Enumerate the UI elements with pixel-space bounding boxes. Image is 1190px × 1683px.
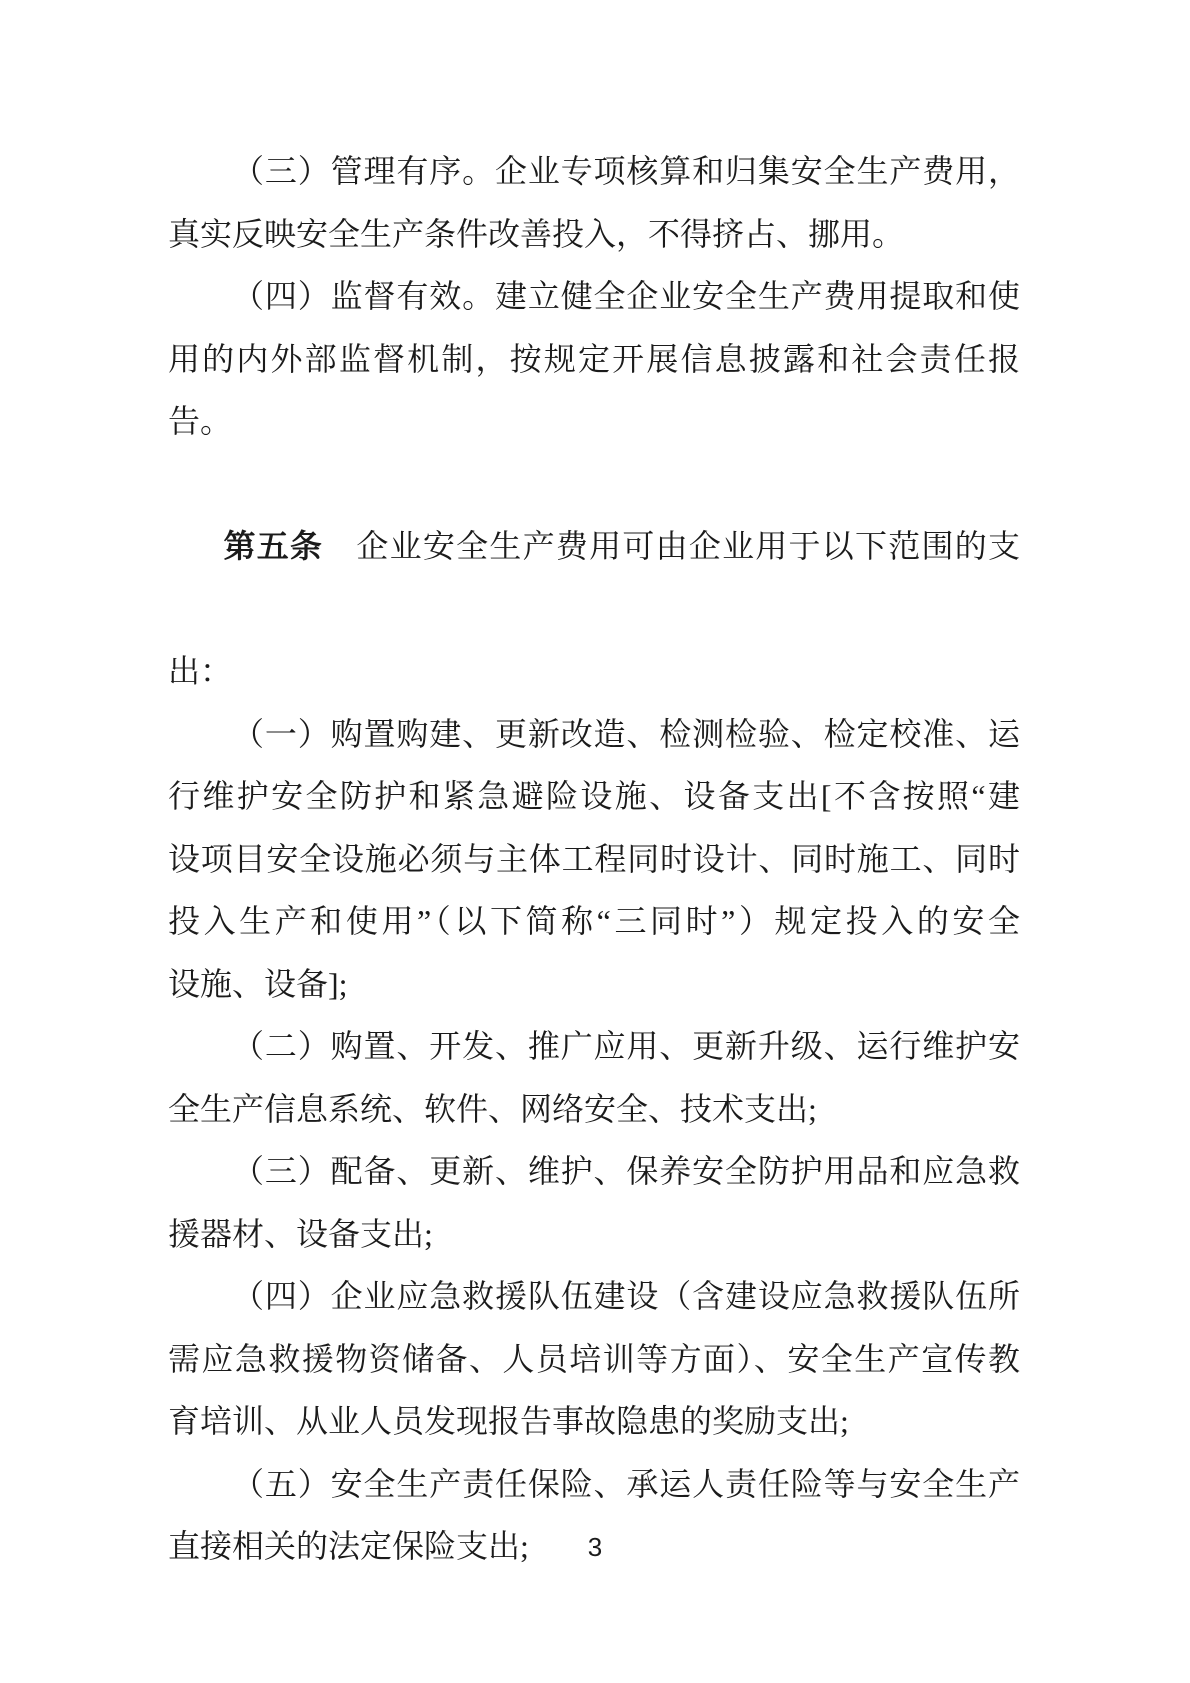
- text-line: 用的内外部监督机制，按规定开展信息披露和社会责任报: [168, 340, 1020, 377]
- document-body: [168, 140, 1020, 1578]
- text-line: 出：: [168, 653, 233, 689]
- text-line: 设施、设备];: [168, 965, 348, 1002]
- text-line: （二）购置、开发、推广应用、更新升级、运行维护安: [232, 1028, 1020, 1064]
- text-line: （三）管理有序。企业专项核算和归集安全生产费用，: [232, 153, 1020, 189]
- text-line: （五）安全生产责任保险、承运人责任险等与安全生产: [232, 1465, 1020, 1502]
- text-line: （三）配备、更新、维护、保养安全防护用品和应急救: [232, 1153, 1020, 1189]
- text-line: 告。: [168, 403, 233, 439]
- text-line: 直接相关的法定保险支出;: [168, 1528, 529, 1564]
- page-number: 3: [587, 1532, 603, 1562]
- page-footer: [0, 1532, 1190, 1562]
- text-line: （四）企业应急救援队伍建设（含建设应急救援队伍所: [232, 1278, 1020, 1314]
- text-line: （一）购置购建、更新改造、检测检验、检定校准、运: [232, 715, 1020, 752]
- text-line: 投入生产和使用”（以下简称“三同时”）规定投入的安全: [168, 903, 1020, 939]
- text-line: 育培训、从业人员发现报告事故隐患的奖励支出;: [168, 1403, 849, 1439]
- text-line: 全生产信息系统、软件、网络安全、技术支出;: [168, 1090, 817, 1127]
- text-line: 真实反映安全生产条件改善投入，不得挤占、挪用。: [168, 215, 905, 252]
- article-number: 第五条: [223, 528, 324, 564]
- text-line: 需应急救援物资储备、人员培训等方面）、安全生产宣传教: [168, 1340, 1020, 1377]
- article-text: 企业安全生产费用可由企业用于以下范围的支: [323, 528, 1020, 564]
- text-line: 设项目安全设施必须与主体工程同时设计、同时施工、同时: [168, 840, 1020, 877]
- text-line: （四）监督有效。建立健全企业安全生产费用提取和使: [232, 278, 1020, 314]
- text-line: [168, 453, 1020, 641]
- text-line: 行维护安全防护和紧急避险设施、设备支出[不含按照“建: [168, 778, 1020, 814]
- text-line: 援器材、设备支出;: [168, 1215, 433, 1252]
